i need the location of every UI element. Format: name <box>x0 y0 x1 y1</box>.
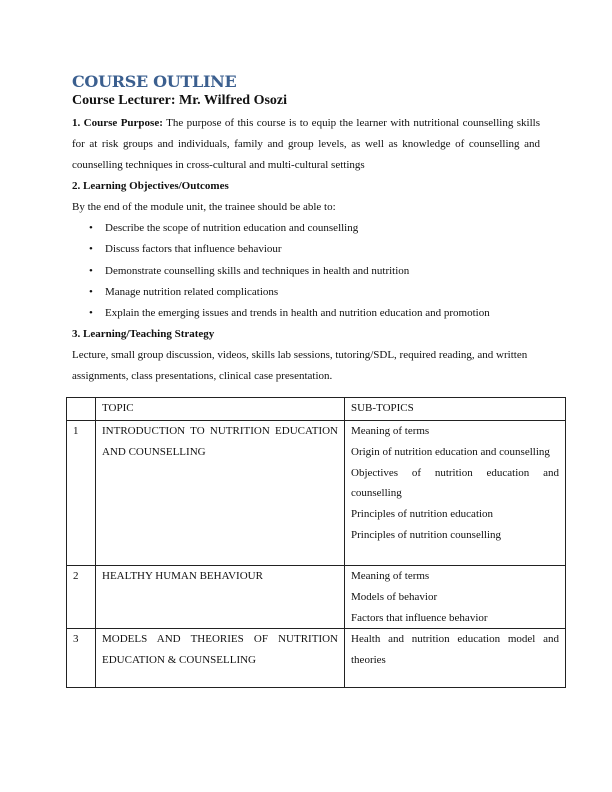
objectives-heading: 2. Learning Objectives/Outcomes <box>72 180 229 192</box>
list-item-text: Manage nutrition related complications <box>105 285 279 298</box>
subtopic: Health and nutrition education model and theories <box>351 633 559 667</box>
list-item <box>72 239 540 260</box>
row-topic: HEALTHY HUMAN BEHAVIOUR <box>96 566 345 629</box>
bullet-icon: • <box>89 307 93 320</box>
row-number: 1 <box>67 421 96 566</box>
document-page <box>72 72 540 387</box>
list-item-text: Discuss factors that influence behaviour <box>105 243 282 256</box>
subtopic: Meaning of terms <box>351 570 430 582</box>
table-header-row <box>67 398 566 421</box>
subtopic: Origin of nutrition education and counselling <box>351 445 550 458</box>
subtopic: Objectives of nutrition education and counselling <box>351 466 559 500</box>
list-item-text: Demonstrate counselling skills and techniques in health and nutrition <box>105 264 410 277</box>
strategy-heading: 3. Learning/Teaching Strategy <box>72 328 215 341</box>
row-topic: INTRODUCTION TO NUTRITION EDUCATION AND COUNSELLING <box>96 421 345 566</box>
row-subtopics <box>345 566 566 629</box>
row-subtopics <box>345 629 566 688</box>
row-number: 2 <box>67 566 96 629</box>
row-number: 3 <box>67 629 96 688</box>
header-subtopics: SUB-TOPICS <box>345 398 566 421</box>
topics-table <box>66 397 566 688</box>
course-lecturer: Course Lecturer: Mr. Wilfred Osozi <box>72 93 288 108</box>
course-purpose <box>72 113 540 176</box>
list-item <box>72 282 540 303</box>
list-item-text: Explain the emerging issues and trends in health and nutrition education and promotion <box>105 307 490 320</box>
table-row <box>67 629 566 688</box>
objectives-list <box>72 218 540 324</box>
bullet-icon: • <box>89 285 93 298</box>
subtopic: Factors that influence behavior <box>351 611 488 624</box>
table-row <box>67 566 566 629</box>
header-number <box>67 398 96 421</box>
subtopic: Models of behavior <box>351 590 438 603</box>
list-item <box>72 303 540 324</box>
course-purpose-text: The purpose of this course is to equip the learner with nutritional counselling skills for at risk groups and individuals, family and group levels, as well as knowledge of counselling and counselling techniques in cross-cultural and multi-cultural settings <box>72 117 540 171</box>
subtopic: Meaning of terms <box>351 425 430 437</box>
subtopic: Principles of nutrition counselling <box>351 528 502 541</box>
objectives-intro: By the end of the module unit, the trainee should be able to: <box>72 201 336 213</box>
bullet-icon: • <box>89 222 93 234</box>
strategy-text: Lecture, small group discussion, videos, skills lab sessions, tutoring/SDL, required reading, and written assignments, class presentations, clinical case presentation. <box>72 349 528 383</box>
bullet-icon: • <box>89 264 93 277</box>
course-purpose-label: 1. Course Purpose: <box>72 117 163 129</box>
table-row <box>67 421 566 566</box>
row-subtopics <box>345 421 566 566</box>
page-title: COURSE OUTLINE <box>72 72 237 91</box>
header-topic: TOPIC <box>96 398 345 421</box>
bullet-icon: • <box>89 243 93 256</box>
row-topic: MODELS AND THEORIES OF NUTRITION EDUCATION & COUNSELLING <box>96 629 345 688</box>
list-item <box>72 218 540 239</box>
list-item-text: Describe the scope of nutrition education and counselling <box>105 222 359 234</box>
list-item <box>72 261 540 282</box>
subtopic: Principles of nutrition education <box>351 508 494 521</box>
